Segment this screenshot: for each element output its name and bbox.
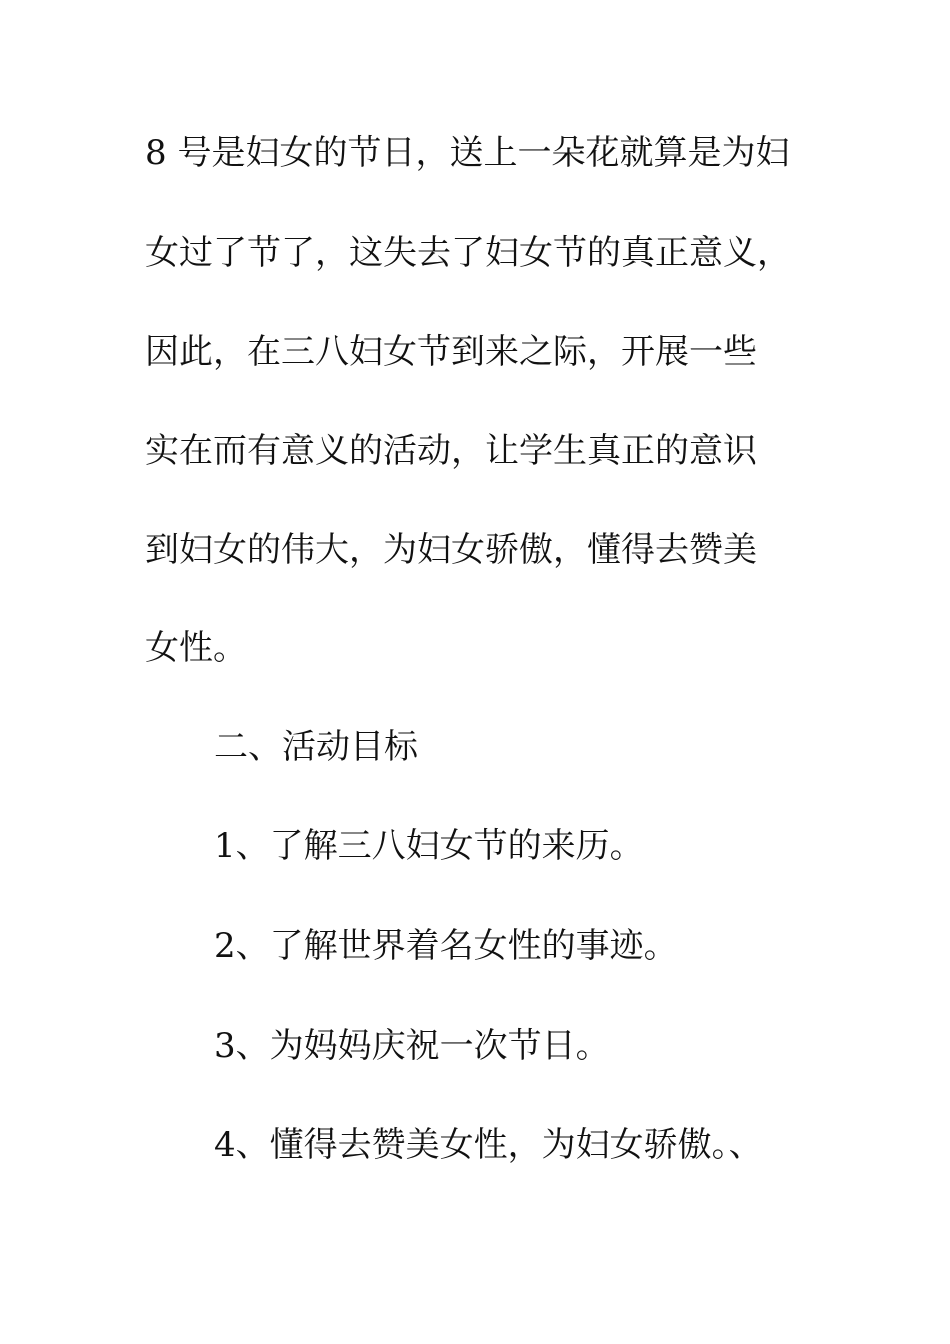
goal-item: 2、了解世界着名女性的事迹。: [214, 926, 678, 966]
paragraph-line: 到妇女的伟大，为妇女骄傲，懂得去赞美: [145, 530, 757, 570]
paragraph-line: 女过了节了，这失去了妇女节的真正意义，: [145, 233, 791, 273]
paragraph-line: 实在而有意义的活动，让学生真正的意识: [145, 431, 757, 471]
paragraph-line: 女性。: [145, 628, 247, 668]
paragraph-line: 8 号是妇女的节日，送上一朵花就算是为妇: [145, 133, 790, 173]
goal-item: 1、了解三八妇女节的来历。: [214, 826, 644, 866]
section-heading: 二、活动目标: [214, 727, 418, 767]
goal-item: 4、懂得去赞美女性，为妇女骄傲。、: [214, 1125, 763, 1165]
paragraph-line: 因此，在三八妇女节到来之际，开展一些: [145, 332, 757, 372]
goal-item: 3、为妈妈庆祝一次节日。: [214, 1026, 610, 1066]
